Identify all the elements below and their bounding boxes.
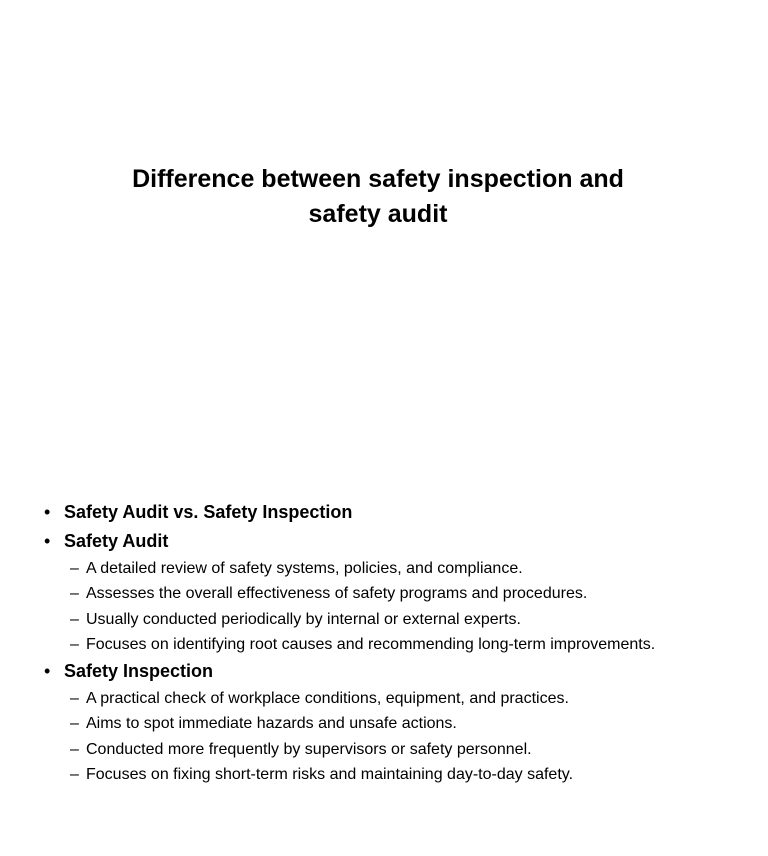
list-item: – A practical check of workplace conditions, equipment, and practices. xyxy=(44,686,744,711)
list-item: – Conducted more frequently by supervisors or safety personnel. xyxy=(44,737,744,762)
list-item: – Aims to spot immediate hazards and unsafe actions. xyxy=(44,711,744,736)
safety-audit-list xyxy=(44,556,744,657)
slide-title-line-2: safety audit xyxy=(308,200,448,228)
slide-body xyxy=(44,498,744,787)
list-item: – Focuses on identifying root causes and recommending long-term improvements. xyxy=(44,632,744,657)
bullet-safety-inspection: • Safety Inspection xyxy=(44,657,744,686)
safety-inspection-list xyxy=(44,686,744,787)
list-item: – A detailed review of safety systems, policies, and compliance. xyxy=(44,556,744,581)
bullet-safety-audit: • Safety Audit xyxy=(44,527,744,556)
list-item: – Usually conducted periodically by internal or external experts. xyxy=(44,607,744,632)
list-item: – Focuses on fixing short-term risks and maintaining day-to-day safety. xyxy=(44,762,744,787)
bullet-comparison-heading: • Safety Audit vs. Safety Inspection xyxy=(44,498,744,527)
list-item: – Assesses the overall effectiveness of safety programs and procedures. xyxy=(44,581,744,606)
slide-title-line-1: Difference between safety inspection and xyxy=(132,165,624,193)
slide-title xyxy=(100,162,656,232)
